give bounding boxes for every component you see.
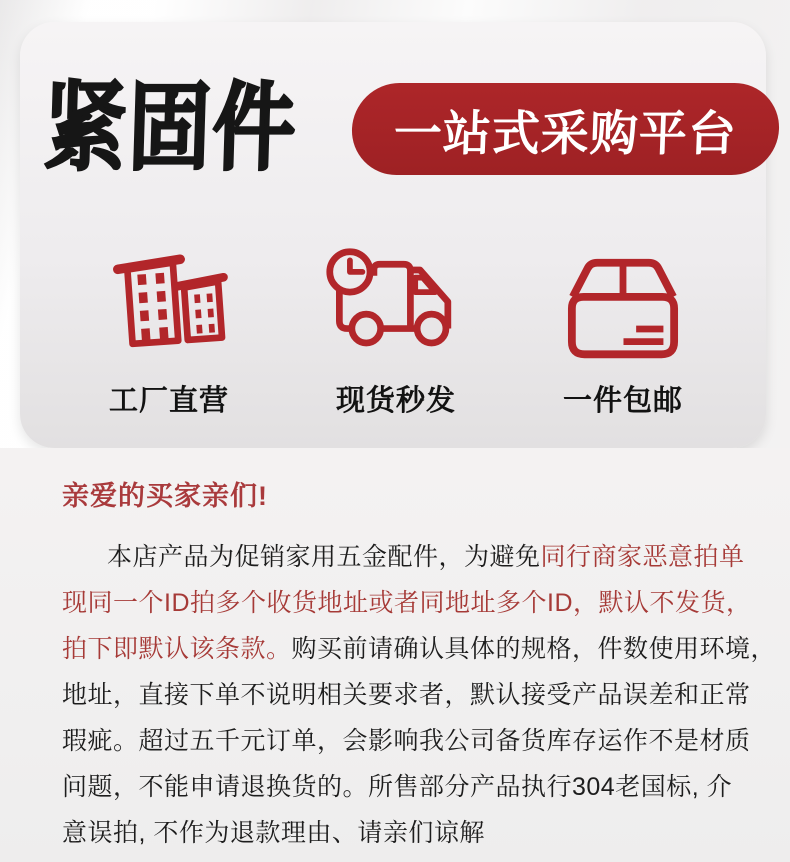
notice-line bbox=[62, 764, 752, 810]
notice-heading: 亲爱的买家亲们! bbox=[62, 481, 268, 511]
notice-line bbox=[62, 626, 777, 672]
notice-body bbox=[62, 534, 777, 856]
notice-line bbox=[62, 810, 752, 856]
notice-text-red: 拍下即默认该条款。 bbox=[62, 635, 292, 663]
feature-label-factory: 工厂直营 bbox=[108, 385, 229, 417]
notice-line bbox=[62, 580, 752, 626]
notice-line bbox=[62, 534, 752, 580]
notice-text: 地址，直接下单不说明相关要求者，默认接受产品误差和正常 bbox=[62, 681, 751, 709]
hero-card bbox=[20, 22, 766, 448]
feature-shipping bbox=[301, 240, 491, 419]
feature-factory bbox=[74, 240, 264, 419]
hero-badge-pill: 一站式采购平台 bbox=[350, 83, 780, 175]
notice-text-red: 现同一个ID拍多个收货地址或者同地址多个ID，默认不发货， bbox=[62, 589, 752, 617]
feature-label-freeship: 一件包邮 bbox=[562, 385, 683, 417]
notice-line bbox=[62, 672, 752, 718]
features-row bbox=[20, 184, 766, 419]
factory-icon bbox=[105, 240, 233, 366]
hero-row bbox=[20, 22, 766, 184]
notice-text: 问题，不能申请退换货的。所售部分产品执行304老国标, 介 bbox=[62, 773, 733, 801]
package-icon bbox=[557, 240, 689, 366]
notice-section bbox=[0, 448, 790, 862]
notice-text: 本店产品为促销家用五金配件，为避免 bbox=[107, 543, 541, 571]
feature-freeship bbox=[528, 240, 718, 419]
notice-text: 购买前请确认具体的规格，件数使用环境， bbox=[291, 635, 777, 663]
brand-title: 紧固件 bbox=[42, 75, 299, 182]
notice-line bbox=[62, 718, 752, 764]
notice-text: 意误拍, 不作为退款理由、请亲们谅解 bbox=[62, 819, 485, 847]
notice-text: 瑕疵。超过五千元订单，会影响我公司备货库存运作不是材质 bbox=[62, 727, 751, 755]
notice-text-red: 同行商家恶意拍单 bbox=[540, 543, 745, 571]
feature-label-shipping: 现货秒发 bbox=[335, 385, 456, 417]
truck-icon bbox=[324, 240, 468, 366]
